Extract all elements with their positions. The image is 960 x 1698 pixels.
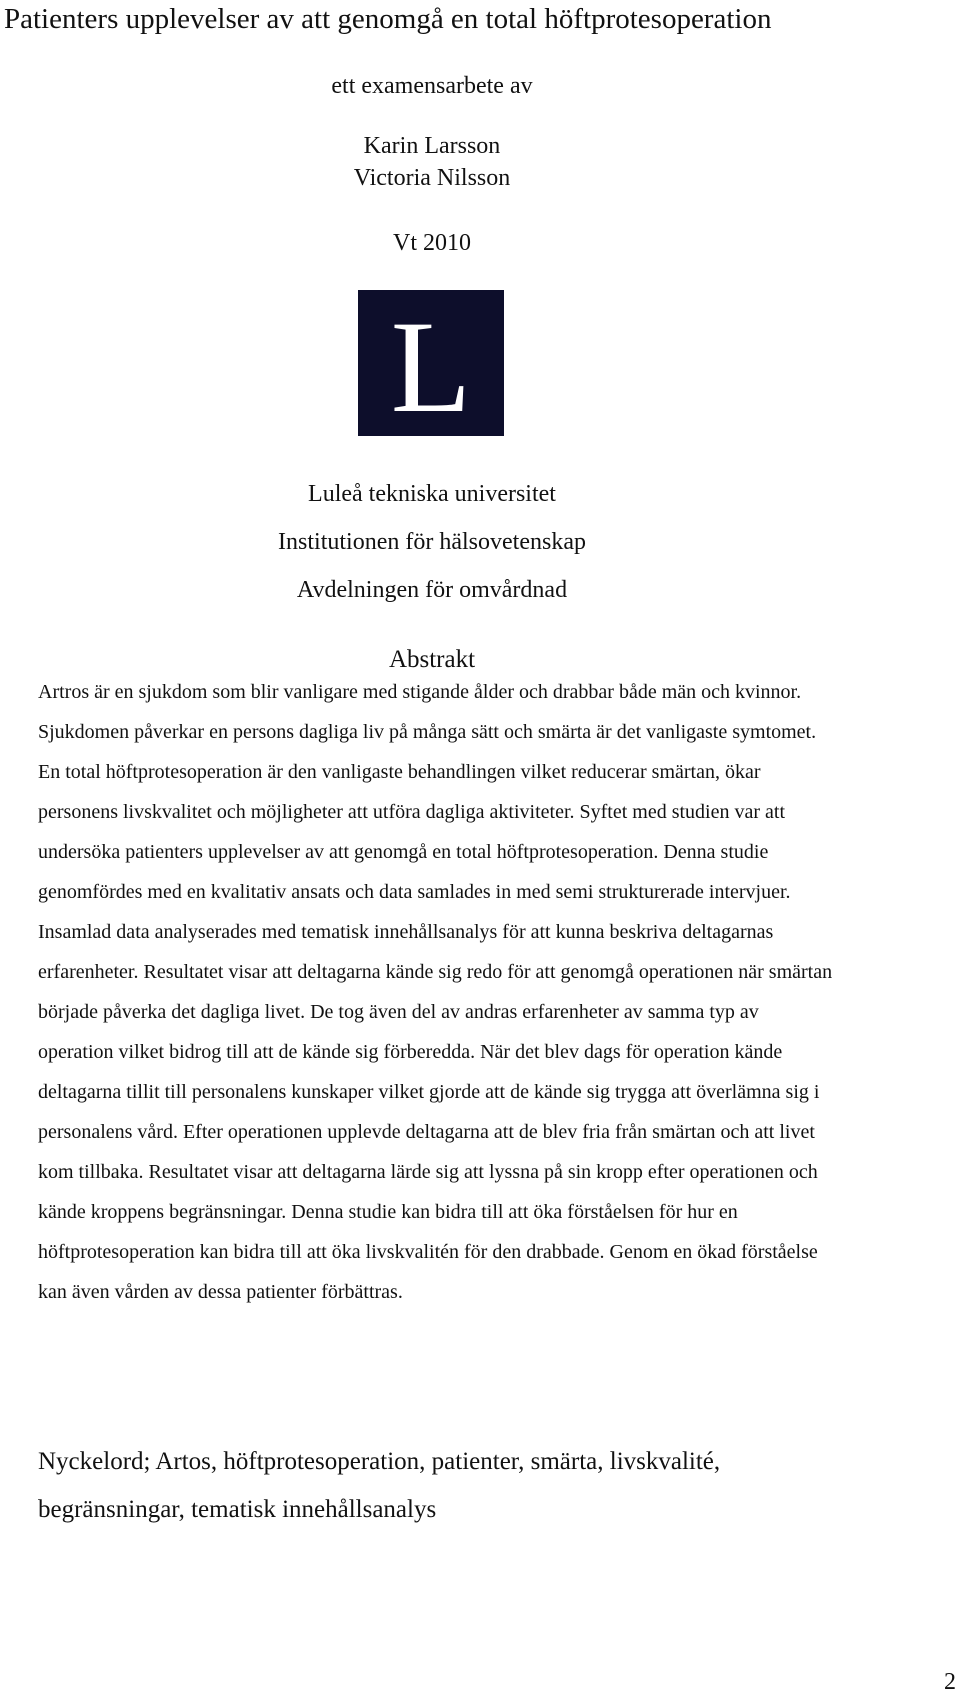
author-list <box>0 130 864 194</box>
author-name: Victoria Nilsson <box>353 165 511 191</box>
letter-l-logo-icon <box>358 290 504 436</box>
affiliation <box>0 470 864 614</box>
abstract-heading: Abstrakt <box>388 646 476 673</box>
author-name: Karin Larsson <box>363 133 501 159</box>
abstract-body: Artros är en sjukdom som blir vanligare med stigande ålder och drabbar både män och kvinnor. Sjukdomen påverkar en persons dagliga liv på många sätt och smärta är det vanligaste symtomet. En total höftprotesoperation är den vanligaste behandlingen vilket reducerar smärtan, ökar personens livskvalitet och möjligheter att utföra dagliga aktiviteter. Syftet med studien var att undersöka patienters upplevelser av att genomgå en total höftprotesoperation. Denna studie genomfördes med en kvalitativ ansats och data samlades in med semi strukturerade intervjuer. Insamlad data analyserades med tematisk innehållsanalys för att kunna beskriva deltagarnas erfarenheter. Resultatet visar att deltagarna kände sig redo för att genomgå operationen när smärtan började påverka det dagliga livet. De tog även del av andras erfarenheter av samma typ av operation vilket bidrog till att de kände sig förberedda. När det blev dags för operation kände deltagarna tillit till personalens kunskaper vilket gjorde att de kände sig trygga att överlämna sig i personalens vård. Efter operationen upplevde deltagarna att de blev fria från smärtan och att livet kom tillbaka. Resultatet visar att deltagarna lärde sig att lyssna på sin kropp efter operationen och kände kroppens begränsningar. Denna studie kan bidra till att öka förståelsen för hur en höftprotesoperation kan bidra till att öka livskvalitén för den drabbade. Genom en ökad förståelse kan även vården av dessa patienter förbättras. <box>38 681 833 1303</box>
university-logo <box>358 290 504 436</box>
institution-name: Institutionen för hälsovetenskap <box>278 529 586 555</box>
subtitle: ett examensarbete av <box>331 73 533 99</box>
page-title: Patienters upplevelser av att genomgå en total höftprotesoperation <box>4 3 772 35</box>
page-number: 2 <box>944 1669 956 1695</box>
department-name: Avdelningen för omvårdnad <box>296 577 568 603</box>
term: Vt 2010 <box>393 230 471 256</box>
keywords: Nyckelord; Artos, höftprotesoperation, patienter, smärta, livskvalité, begränsningar, tematisk innehållsanalys <box>38 1448 721 1523</box>
university-name: Luleå tekniska universitet <box>308 481 556 507</box>
logo-letter: L <box>390 293 472 436</box>
